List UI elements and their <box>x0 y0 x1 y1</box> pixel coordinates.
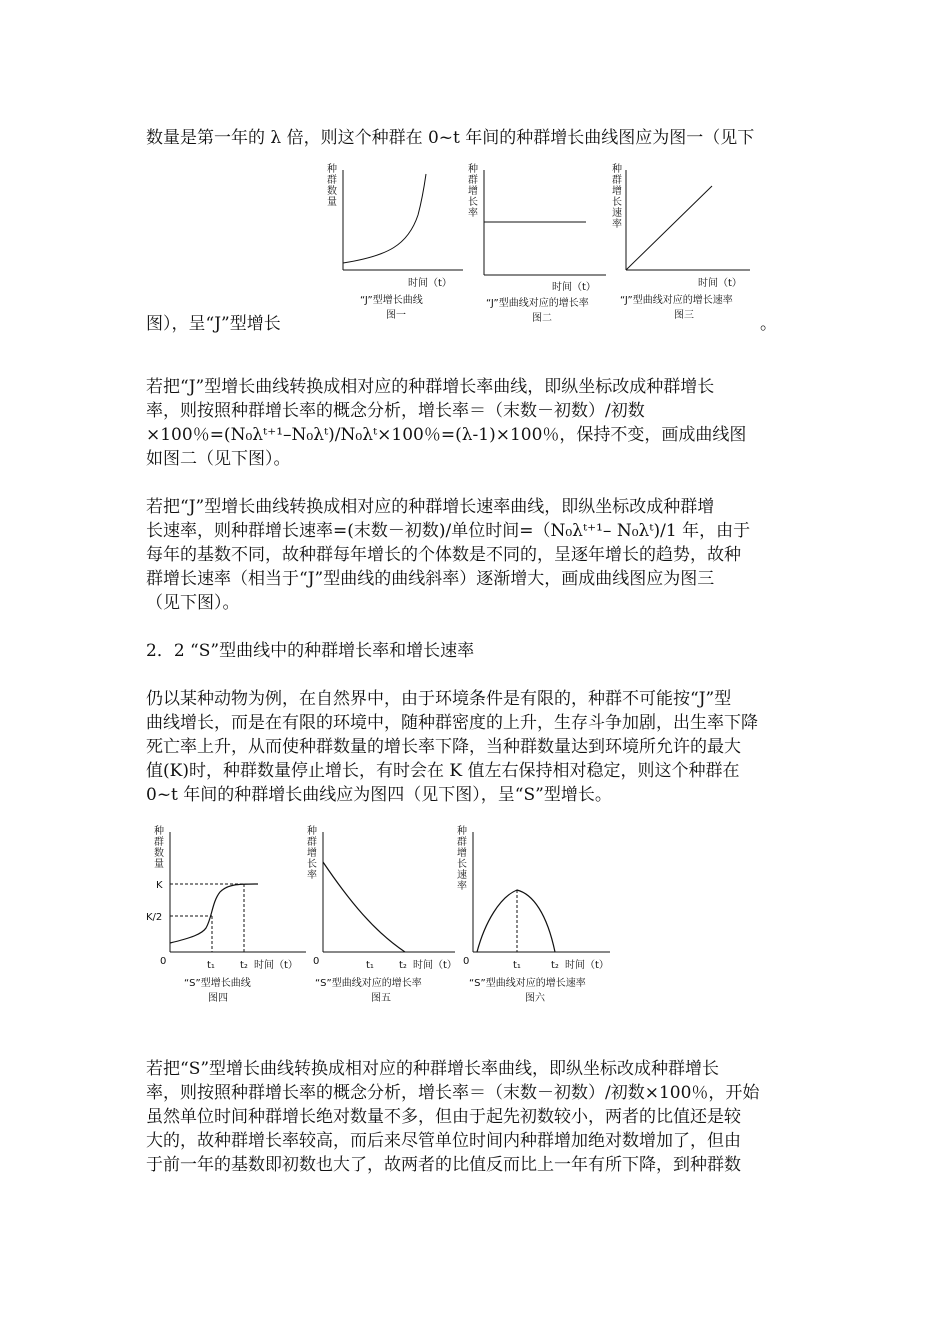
fig4-number: 图四 <box>208 993 228 1004</box>
p4-line5: 0~t 年间的种群增长曲线应为图四（见下图），呈“S”型增长。 <box>146 785 612 805</box>
p3-line3: 每年的基数不同，故种群每年增长的个体数是不同的，呈逐年增长的趋势，故种 <box>146 545 741 565</box>
fig3-ylabel-c2: 增 <box>612 186 622 197</box>
fig1-ylabel-c1: 群 <box>327 175 337 186</box>
section-heading: 2．2 “S”型曲线中的种群增长率和增长速率 <box>146 641 475 661</box>
fig4-ylabel-c3: 量 <box>154 859 164 870</box>
p4-line4: 值(K)时，种群数量停止增长，有时会在 K 值左右保持相对稳定，则这个种群在 <box>146 761 740 781</box>
p3-line1: 若把“J”型增长曲线转换成相对应的种群增长速率曲线，即纵坐标改成种群增 <box>146 497 715 517</box>
fig3-curve <box>626 186 712 270</box>
fig3-ylabel-c5: 率 <box>612 219 622 230</box>
fig4-t1: t₁ <box>207 960 215 971</box>
fig4-k-label: K <box>156 880 163 891</box>
fig2-ylabel-c1: 群 <box>468 175 478 186</box>
fig5-curve <box>323 862 405 952</box>
fig1-number: 图一 <box>386 310 406 321</box>
fig4-ylabel-c0: 种 <box>154 826 164 837</box>
fig1-curve <box>343 174 426 263</box>
fig2-number: 图二 <box>532 313 552 324</box>
fig4-khalf-label: K/2 <box>146 912 163 923</box>
fig2-ylabel-c4: 率 <box>468 208 478 219</box>
fig6-t2: t₂ <box>551 960 559 971</box>
fig3-caption: “J”型曲线对应的增长速率 <box>620 295 733 306</box>
fig5-number: 图五 <box>371 993 391 1004</box>
fig5-caption: “S”型曲线对应的增长率 <box>315 978 422 989</box>
fig3-ylabel-c0: 种 <box>612 164 622 175</box>
fig2-xlabel: 时间（t） <box>552 282 596 293</box>
fig4-origin: 0 <box>160 956 167 967</box>
fig5-ylabel-c2: 增 <box>307 848 317 859</box>
fig6-caption: “S”型曲线对应的增长速率 <box>469 978 586 989</box>
fig5-xlabel: 时间（t） <box>413 960 457 971</box>
fig4-caption: “S”型增长曲线 <box>184 978 251 989</box>
figure-2-j-growth-rate <box>466 160 616 330</box>
fig1-ylabel-c2: 数 <box>327 186 337 197</box>
p3-line4: 群增长速率（相当于“J”型曲线的曲线斜率）逐渐增大，画成曲线图应为图三 <box>146 569 715 589</box>
p2-line2: 率，则按照种群增长率的概念分析，增长率＝（末数－初数）/初数 <box>146 401 645 421</box>
fig3-ylabel-c1: 群 <box>612 175 622 186</box>
fig1-ylabel <box>327 162 337 208</box>
fig4-t2: t₂ <box>240 960 248 971</box>
p1-line2-start: 图），呈“J”型增长 <box>146 314 281 334</box>
p5-line1: 若把“S”型增长曲线转换成相对应的种群增长率曲线，即纵坐标改成种群增长 <box>146 1059 720 1079</box>
p4-line1: 仍以某种动物为例，在自然界中，由于环境条件是有限的，种群不可能按“J”型 <box>146 689 732 709</box>
fig4-ylabel-c1: 群 <box>154 837 164 848</box>
fig5-ylabel-c1: 群 <box>307 837 317 848</box>
figure-5-s-growth-rate <box>305 822 465 1022</box>
fig3-number: 图三 <box>674 310 694 321</box>
p4-line3: 死亡率上升，从而使种群数量的增长率下降，当种群数量达到环境所允许的最大 <box>146 737 741 757</box>
fig4-ylabel-c2: 数 <box>154 848 164 859</box>
figure-4-s-growth-curve <box>146 822 316 1022</box>
fig5-ylabel-c0: 种 <box>307 826 317 837</box>
figure-6-s-growth-speed <box>455 822 625 1022</box>
fig4-curve <box>170 884 258 943</box>
figure-3-j-growth-speed <box>610 160 770 330</box>
fig4-xlabel: 时间（t） <box>254 960 298 971</box>
fig1-ylabel-c0: 种 <box>327 164 337 175</box>
fig6-t1: t₁ <box>513 960 521 971</box>
p5-line4: 大的，故种群增长率较高，而后来尽管单位时间内种群增加绝对数增加了，但由 <box>146 1131 741 1151</box>
fig5-t2: t₂ <box>399 960 407 971</box>
p1-line2-end: 。 <box>760 314 777 334</box>
p5-line2: 率，则按照种群增长率的概念分析，增长率＝（末数－初数）/初数×100％，开始 <box>146 1083 760 1103</box>
p3-line2: 长速率，则种群增长速率=(末数－初数)/单位时间=（N₀λᵗ⁺¹– N₀λᵗ)/1 年，由于 <box>146 521 751 541</box>
p2-line3: ×100％=(N₀λᵗ⁺¹–N₀λᵗ)/N₀λᵗ×100％=(λ-1)×100％，保持不变，画成曲线图 <box>146 425 747 445</box>
p3-line5: （见下图）。 <box>146 593 240 613</box>
p5-line5: 于前一年的基数即初数也大了，故两者的比值反而比上一年有所下降，到种群数 <box>146 1155 741 1175</box>
fig3-ylabel-c4: 速 <box>612 208 622 219</box>
fig2-ylabel-c2: 增 <box>468 186 478 197</box>
fig6-number: 图六 <box>525 993 545 1004</box>
fig5-origin: 0 <box>313 956 320 967</box>
fig2-ylabel-c3: 长 <box>468 197 478 208</box>
fig5-ylabel-c3: 长 <box>307 859 317 870</box>
fig6-ylabel-c1: 群 <box>457 837 467 848</box>
fig1-xlabel: 时间（t） <box>408 278 452 289</box>
fig5-t1: t₁ <box>366 960 374 971</box>
fig6-origin: 0 <box>463 956 470 967</box>
fig6-ylabel-c0: 种 <box>457 826 467 837</box>
fig5-ylabel-c4: 率 <box>307 870 317 881</box>
fig1-ylabel-c3: 量 <box>327 197 337 208</box>
figure-1-j-growth-curve <box>318 160 468 330</box>
p5-line3: 虽然单位时间种群增长绝对数量不多，但由于起先初数较小，两者的比值还是较 <box>146 1107 741 1127</box>
fig3-ylabel-c3: 长 <box>612 197 622 208</box>
fig6-ylabel-c4: 速 <box>457 870 467 881</box>
fig6-ylabel-c3: 长 <box>457 859 467 870</box>
fig6-curve <box>477 890 555 952</box>
p2-line4: 如图二（见下图）。 <box>146 449 291 469</box>
fig6-xlabel: 时间（t） <box>565 960 609 971</box>
fig2-caption: “J”型曲线对应的增长率 <box>486 298 589 309</box>
fig1-caption: “J”型增长曲线 <box>360 295 423 306</box>
fig6-ylabel-c5: 率 <box>457 881 467 892</box>
p1-line1: 数量是第一年的 λ 倍，则这个种群在 0~t 年间的种群增长曲线图应为图一（见下 <box>146 128 755 148</box>
fig6-ylabel-c2: 增 <box>457 848 467 859</box>
p4-line2: 曲线增长，而是在有限的环境中，随种群密度的上升，生存斗争加剧，出生率下降 <box>146 713 758 733</box>
fig2-ylabel-c0: 种 <box>468 164 478 175</box>
p2-line1: 若把“J”型增长曲线转换成相对应的种群增长率曲线，即纵坐标改成种群增长 <box>146 377 715 397</box>
fig3-xlabel: 时间（t） <box>698 278 742 289</box>
